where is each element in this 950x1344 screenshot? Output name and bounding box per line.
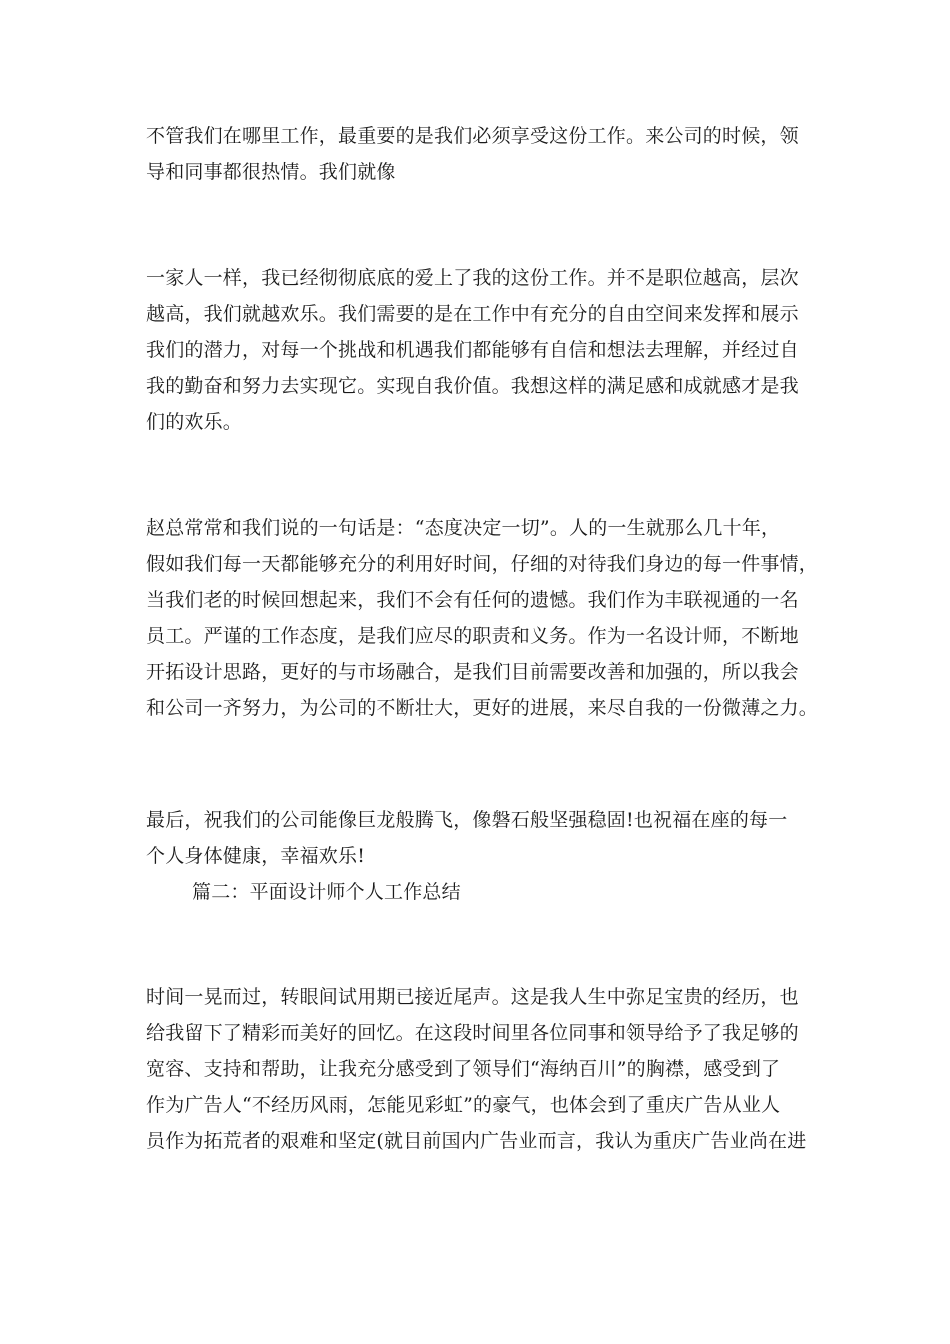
text-line: 一家人一样，我已经彻彻底底的爱上了我的这份工作。并不是职位越高，层次 (146, 267, 799, 289)
text-line: 导和同事都很热情。我们就像 (146, 161, 396, 183)
text-line: 个人身体健康，幸福欢乐! (146, 845, 366, 867)
text-line: 最后，祝我们的公司能像巨龙般腾飞，像磐石般坚强稳固!也祝福在座的每一 (146, 809, 788, 831)
text-line: 宽容、支持和帮助，让我充分感受到了领导们“海纳百川”的胸襟，感受到了 (146, 1058, 781, 1080)
text-line: 当我们老的时候回想起来，我们不会有任何的遗憾。我们作为丰联视通的一名 (146, 589, 799, 611)
text-line: 我们的潜力，对每一个挑战和机遇我们都能够有自信和想法去理解，并经过自 (146, 339, 799, 361)
text-line: 开拓设计思路，更好的与市场融合，是我们目前需要改善和加强的，所以我会 (146, 661, 799, 683)
text-line: 越高，我们就越欢乐。我们需要的是在工作中有充分的自由空间来发挥和展示 (146, 303, 799, 325)
text-line: 员作为拓荒者的艰难和坚定(就目前国内广告业而言，我认为重庆广告业尚在进 (146, 1130, 807, 1152)
text-line: 和公司一齐努力，为公司的不断壮大，更好的进展，来尽自我的一份微薄之力。 (146, 697, 819, 719)
text-line: 给我留下了精彩而美好的回忆。在这段时间里各位同事和领导给予了我足够的 (146, 1022, 799, 1044)
text-line: 我的勤奋和努力去实现它。实现自我价值。我想这样的满足感和成就感才是我 (146, 375, 799, 397)
text-line: 们的欢乐。 (146, 411, 243, 433)
text-line: 假如我们每一天都能够充分的利用好时间，仔细的对待我们身边的每一件事情， (146, 553, 819, 575)
text-line: 员工。严谨的工作态度，是我们应尽的职责和义务。作为一名设计师，不断地 (146, 625, 799, 647)
text-line: 作为广告人“不经历风雨，怎能见彩虹”的豪气，也体会到了重庆广告从业人 (146, 1094, 781, 1116)
section-heading: 篇二：平面设计师个人工作总结 (192, 881, 461, 903)
text-line: 赵总常常和我们说的一句话是：“态度决定一切”。人的一生就那么几十年， (146, 517, 781, 539)
text-line: 不管我们在哪里工作，最重要的是我们必须享受这份工作。来公司的时候，领 (146, 125, 799, 147)
text-line: 时间一晃而过，转眼间试用期已接近尾声。这是我人生中弥足宝贵的经历，也 (146, 986, 799, 1008)
